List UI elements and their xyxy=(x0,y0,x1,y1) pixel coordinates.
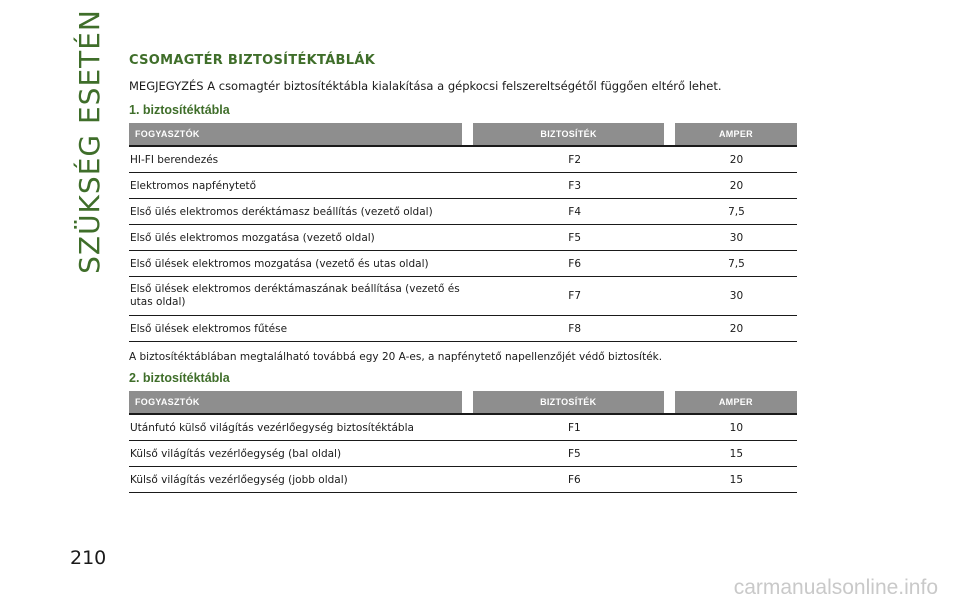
cell-consumer: Első ülés elektromos deréktámasz beállítás (vezető oldal) xyxy=(129,199,473,225)
cell-ampere: 20 xyxy=(675,316,797,342)
fuse-table-2 xyxy=(129,391,797,493)
cell-consumer: Elektromos napfénytető xyxy=(129,173,473,199)
cell-consumer: Első ülés elektromos mozgatása (vezető oldal) xyxy=(129,225,473,251)
cell-ampere: 7,5 xyxy=(675,251,797,277)
table1-title: 1. biztosítéktábla xyxy=(129,103,230,117)
table2-title: 2. biztosítéktábla xyxy=(129,371,230,385)
section-side-title xyxy=(66,8,112,274)
cell-ampere: 15 xyxy=(675,467,797,493)
cell-fuse: F6 xyxy=(473,251,675,277)
header-gap xyxy=(664,123,675,147)
cell-consumer: HI-FI berendezés xyxy=(129,147,473,173)
cell-ampere: 7,5 xyxy=(675,199,797,225)
table1-footnote: A biztosítéktáblában megtalálható továbbá egy 20 A-es, a napfénytető napellenzőjét védő biztosíték. xyxy=(129,351,663,363)
cell-fuse: F4 xyxy=(473,199,675,225)
header-gap xyxy=(462,123,473,147)
cell-consumer: Első ülések elektromos deréktámaszának beállítása (vezető és utas oldal) xyxy=(129,277,473,316)
cell-fuse: F2 xyxy=(473,147,675,173)
header-consumers: FOGYASZTÓK xyxy=(129,123,462,147)
cell-consumer: Külső világítás vezérlőegység (jobb oldal) xyxy=(129,467,473,493)
header-gap xyxy=(462,391,473,415)
cell-fuse: F7 xyxy=(473,277,675,316)
cell-ampere: 20 xyxy=(675,147,797,173)
cell-consumer: Első ülések elektromos mozgatása (vezető és utas oldal) xyxy=(129,251,473,277)
fuse-table-1 xyxy=(129,123,797,342)
page-number: 210 xyxy=(70,547,107,569)
cell-ampere: 30 xyxy=(675,225,797,251)
table-row xyxy=(129,316,797,342)
main-content xyxy=(129,52,797,493)
cell-fuse: F5 xyxy=(473,441,675,467)
table-row xyxy=(129,415,797,441)
side-title-text: SZÜKSÉG ESETÉN xyxy=(72,8,106,274)
table-row xyxy=(129,225,797,251)
table1-header-row xyxy=(129,123,797,147)
table-row xyxy=(129,173,797,199)
cell-fuse: F8 xyxy=(473,316,675,342)
table-row xyxy=(129,147,797,173)
cell-fuse: F5 xyxy=(473,225,675,251)
watermark-text: carmanualsonline.info xyxy=(733,576,938,599)
note-text: MEGJEGYZÉS A csomagtér biztosítéktábla kialakítása a gépkocsi felszereltségétől függően eltérő lehet. xyxy=(129,79,722,93)
cell-consumer: Utánfutó külső világítás vezérlőegység biztosítéktábla xyxy=(129,415,473,441)
page-heading: CSOMAGTÉR BIZTOSÍTÉKTÁBLÁK xyxy=(129,53,376,68)
table-row xyxy=(129,277,797,316)
cell-consumer: Külső világítás vezérlőegység (bal oldal) xyxy=(129,441,473,467)
table-row xyxy=(129,467,797,493)
cell-consumer: Első ülések elektromos fűtése xyxy=(129,316,473,342)
header-ampere: AMPER xyxy=(675,391,797,415)
header-gap xyxy=(664,391,675,415)
cell-ampere: 10 xyxy=(675,415,797,441)
table-row xyxy=(129,199,797,225)
table-row xyxy=(129,251,797,277)
cell-fuse: F6 xyxy=(473,467,675,493)
header-fuse: BIZTOSÍTÉK xyxy=(473,123,663,147)
header-ampere: AMPER xyxy=(675,123,797,147)
table2-header-row xyxy=(129,391,797,415)
header-consumers: FOGYASZTÓK xyxy=(129,391,462,415)
cell-ampere: 30 xyxy=(675,277,797,316)
cell-fuse: F3 xyxy=(473,173,675,199)
table-row xyxy=(129,441,797,467)
cell-ampere: 15 xyxy=(675,441,797,467)
header-fuse: BIZTOSÍTÉK xyxy=(473,391,664,415)
cell-ampere: 20 xyxy=(675,173,797,199)
cell-fuse: F1 xyxy=(473,415,675,441)
